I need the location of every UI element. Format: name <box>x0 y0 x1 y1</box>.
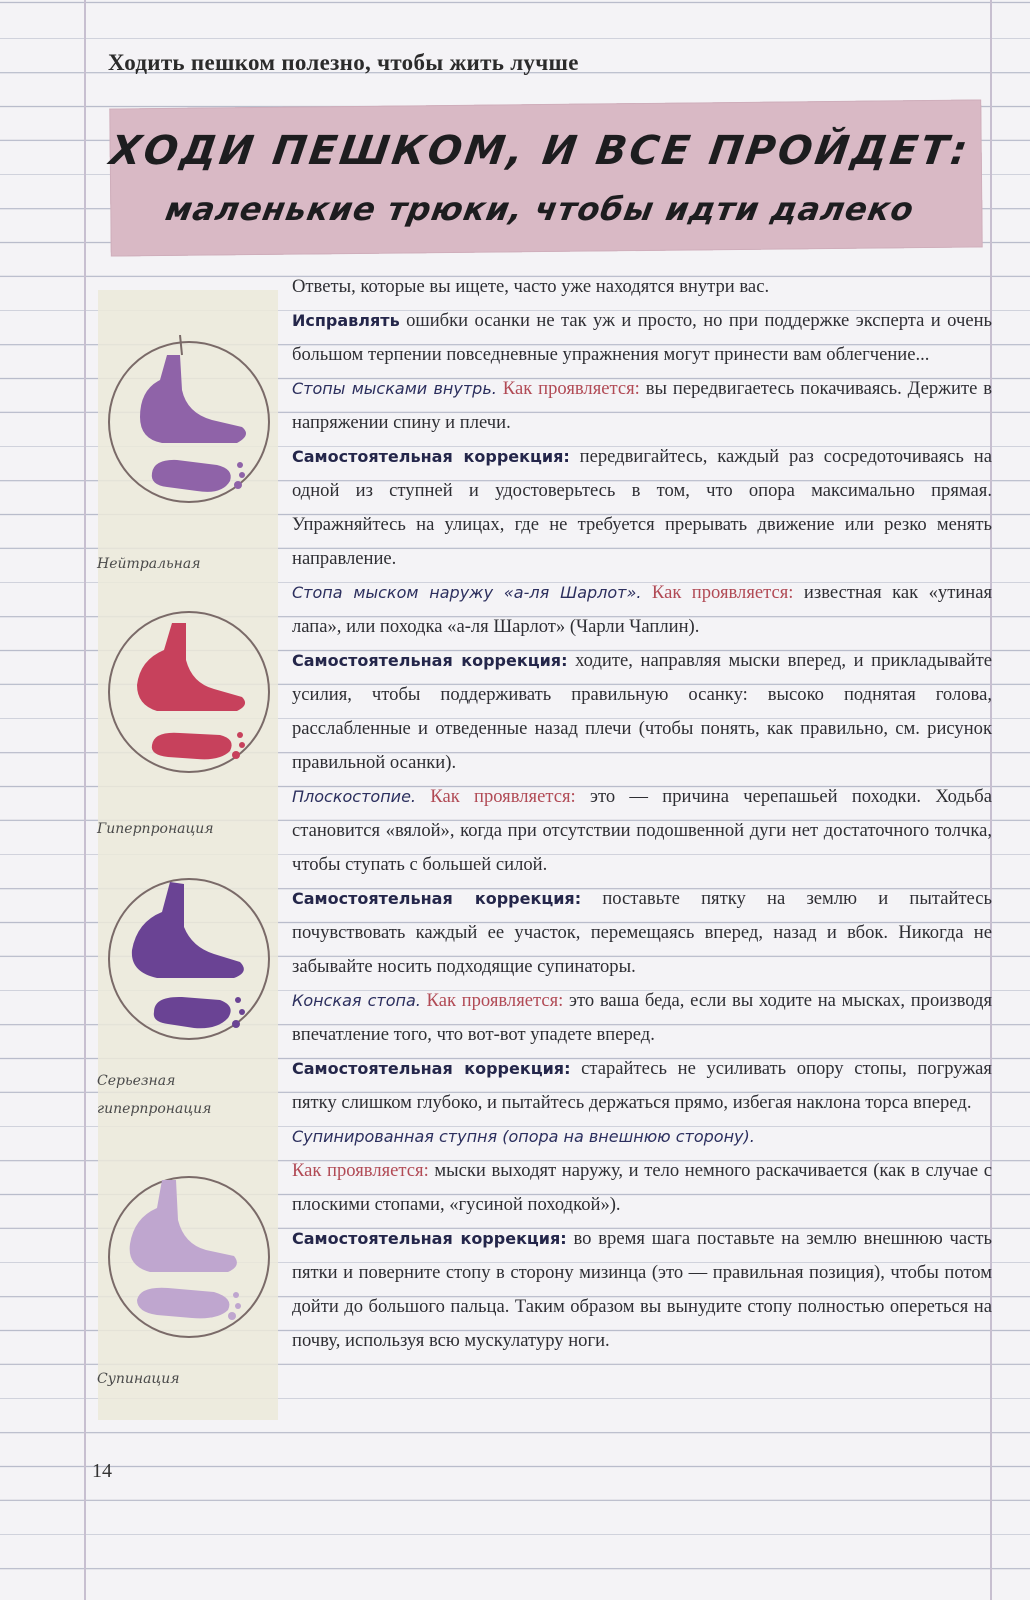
running-head: Ходить пешком полезно, чтобы жить лучше <box>108 50 579 75</box>
intro-paragraph <box>292 270 992 372</box>
section-2 <box>292 576 992 780</box>
how-label: Как проявляется: <box>292 1160 429 1181</box>
body-text <box>292 270 992 1358</box>
neutral-foot-icon <box>102 335 277 510</box>
how-text: это — причина черепашьей походки. Ходьба становится «вялой», когда при отсутствии подошвенной дуги нет достаточного толчка, чтобы ступать с большей силой. <box>292 786 993 875</box>
how-label: Как проявляется: <box>426 990 564 1011</box>
fix-label: Самостоятельная коррекция: <box>292 1059 571 1078</box>
how-label: Как проявляется: <box>430 786 576 807</box>
intro-lead: Исправлять <box>292 311 400 330</box>
page-number: 14 <box>92 1460 112 1482</box>
section-title: Конская стопа. <box>292 991 421 1010</box>
fix-label: Самостоятельная коррекция: <box>292 651 568 670</box>
title-banner <box>106 99 983 256</box>
section-1 <box>292 372 992 576</box>
figure-caption: Супинация <box>97 1371 180 1387</box>
intro-line: Ответы, которые вы ищете, часто уже находятся внутри вас. <box>292 276 770 297</box>
section-5 <box>292 1120 992 1358</box>
figure-caption: Гиперпронация <box>97 821 214 837</box>
section-title: Стопы мысками внутрь. <box>292 379 497 398</box>
fix-text: ходите, направляя мыски вперед, и прикладывайте усилия, чтобы поддерживать правильную осанку: высоко поднятая голова, расслабленные и отведенные назад плечи (чтобы понять, как правильно, см. рисунок правильной осанки). <box>292 650 992 773</box>
severe-hyperpronation-foot-icon <box>102 872 277 1047</box>
banner-title: ХОДИ ПЕШКОМ, И ВСЕ ПРОЙДЕТ: <box>106 128 974 174</box>
section-title: Плоскостопие. <box>292 787 416 806</box>
figure-caption: Нейтральная <box>97 556 201 572</box>
banner-subtitle: маленькие трюки, чтобы идти далеко <box>162 190 918 228</box>
how-text: мыски выходят наружу, и тело немного раскачивается (как в случае с плоскими стопами, «гусиной походкой»). <box>292 1160 992 1215</box>
fix-label: Самостоятельная коррекция: <box>292 447 570 466</box>
section-title: Стопа мыском наружу «а-ля Шарлот». <box>292 583 642 602</box>
how-text: вы передвигаетесь покачиваясь. Держите в напряжении спину и плечи. <box>292 378 993 433</box>
section-4 <box>292 984 992 1120</box>
fix-text: поставьте пятку на землю и пытайтесь почувствовать каждый ее участок, перемещаясь вперед, назад и вбок. Никогда не забывайте носить подходящие супинаторы. <box>292 888 992 977</box>
fix-label: Самостоятельная коррекция: <box>292 889 582 908</box>
hyperpronation-foot-icon <box>102 605 277 780</box>
section-3 <box>292 780 992 984</box>
how-text: известная как «утиная лапа», или походка «а-ля Шарлот» (Чарли Чаплин). <box>292 582 993 637</box>
margin-line-left <box>84 0 86 1600</box>
figure-caption: Серьезная гиперпронация <box>97 1073 212 1117</box>
fix-label: Самостоятельная коррекция: <box>292 1229 567 1248</box>
how-label: Как проявляется: <box>651 582 794 603</box>
how-label: Как проявляется: <box>502 378 640 399</box>
fix-text: старайтесь не усиливать опору стопы, погружая пятку слишком глубоко, и пытайтесь держаться прямо, избегая наклона торса вперед. <box>292 1058 992 1113</box>
how-text: это ваша беда, если вы ходите на мысках, производя впечатление того, что вот-вот упадете вперед. <box>292 990 992 1045</box>
section-title: Супинированная ступня (опора на внешнюю сторону). <box>292 1127 755 1146</box>
intro-rest: ошибки осанки не так уж и просто, но при поддержке эксперта и очень большом терпении повседневные упражнения могут принести вам облегчение... <box>292 310 992 365</box>
fix-text: передвигайтесь, каждый раз сосредоточиваясь на одной из ступней и удостоверьтесь в том, что опора максимально прямая. Упражняйтесь на улицах, где не требуется прерывать движение или резко менять направление. <box>292 446 992 569</box>
fix-text: во время шага поставьте на землю внешнюю часть пятки и поверните стопу в сторону мизинца (это — правильная позиция), чтобы потом дойти до большого пальца. Таким образом вы вынудите стопу полностью опереться на почву, используя всю мускулатуру ноги. <box>292 1228 992 1351</box>
supination-foot-icon <box>102 1170 277 1345</box>
